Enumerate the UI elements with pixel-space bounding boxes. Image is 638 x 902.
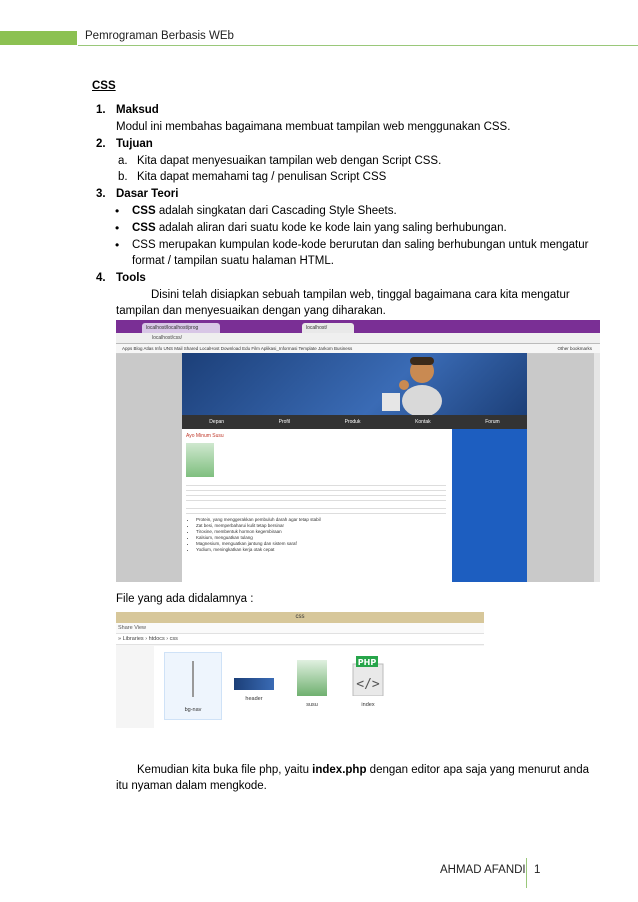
closing-paragraph	[137, 764, 589, 776]
section-2-title: Tujuan	[116, 138, 153, 150]
file-explorer-screenshot	[116, 612, 484, 728]
content-list-item: • Yodium, meningkatkan kerja otak cepat	[196, 547, 446, 553]
content-list-item: • Zat besi, memperbaharui kulit tetap bersinar	[196, 523, 446, 529]
content-list-item: • Tiroxine, membentuk hormon kegembiraan	[196, 529, 446, 535]
bullet-text: adalah singkatan dari Cascading Style Sheets.	[155, 205, 397, 217]
scrollbar	[594, 353, 600, 582]
section-4-number: 4.	[96, 272, 106, 284]
svg-text:PHP: PHP	[357, 658, 377, 667]
address-bar: localhost/css/	[116, 333, 600, 344]
bookmarks-list: Apps Blog Atlas Info UNS Mail Shared LocalHost Download Edu Film Aplikasi_Informasi Template Jarkom Business	[122, 346, 353, 351]
browser-tab-strip	[116, 320, 600, 333]
list-item: Kita dapat memahami tag / penulisan Script CSS	[137, 171, 387, 183]
section-4-text-continued: tampilan dan menyesuaikan dengan yang diharakan.	[116, 305, 386, 317]
footer-author: AHMAD AFANDI	[440, 864, 526, 876]
bullet-bold: CSS	[132, 222, 156, 234]
bullet-text: adalah aliran dari suatu kode ke kode lain yang saling berhubungan.	[155, 222, 507, 234]
file-name: header	[245, 696, 263, 702]
explorer-menu: Share View	[116, 623, 484, 633]
webpage-sidebar	[452, 429, 527, 582]
milk-image	[186, 443, 214, 477]
content-paragraph-lines	[186, 481, 446, 501]
header-rule	[78, 45, 638, 46]
section-heading: CSS	[92, 80, 116, 92]
content-list-item: • Magnesium, menguatkan jantung dan sistem saraf	[196, 541, 446, 547]
browser-screenshot	[116, 320, 600, 582]
webpage-banner	[182, 353, 527, 415]
section-3-number: 3.	[96, 188, 106, 200]
bullet-item-continued: format / tampilan suatu halaman HTML.	[132, 255, 334, 267]
header-title: Pemrograman Berbasis WEb	[85, 30, 234, 42]
webpage	[182, 353, 527, 582]
nav-item: Kontak	[415, 419, 431, 425]
explorer-file-grid	[154, 646, 484, 728]
page-number: 1	[534, 864, 541, 876]
file-item	[284, 652, 340, 718]
banner-character-illustration	[182, 353, 527, 415]
files-caption: File yang ada didalamnya :	[116, 593, 254, 605]
explorer-title: css	[116, 612, 484, 623]
nav-item: Depan	[209, 419, 225, 425]
other-bookmarks: Other bookmarks	[557, 346, 592, 351]
closing-paragraph-continued: itu nyaman dalam mengkode.	[116, 780, 267, 792]
section-2-number: 2.	[96, 138, 106, 150]
section-1-title: Maksud	[116, 104, 159, 116]
browser-tab: localhost/	[302, 323, 354, 333]
section-4-text: Disini telah disiapkan sebuah tampilan web, tinggal bagaimana cara kita mengatur	[151, 289, 570, 301]
webpage-nav	[182, 415, 527, 429]
content-list-item: • Kalsium, menguatkan tulang	[196, 535, 446, 541]
section-1-number: 1.	[96, 104, 106, 116]
file-item	[226, 652, 282, 718]
section-3-title: Dasar Teori	[116, 188, 179, 200]
paragraph-text: Kemudian kita buka file php, yaitu	[137, 764, 313, 776]
list-item: Kita dapat menyesuaikan tampilan web dengan Script CSS.	[137, 155, 442, 167]
bullet-item	[132, 220, 507, 236]
bullet-item	[132, 203, 397, 219]
file-name: index	[361, 702, 375, 708]
paragraph-text: dengan editor apa saja yang menurut anda	[366, 764, 589, 776]
section-4-title: Tools	[116, 272, 146, 284]
list-item-marker: a.	[118, 155, 128, 167]
section-1-text: Modul ini membahas bagaimana membuat tampilan web menggunakan CSS.	[116, 121, 511, 133]
paragraph-bold: index.php	[312, 764, 367, 776]
explorer-path: » Libraries › htdocs › css	[116, 633, 484, 645]
content-title: Ayo Minum Susu	[186, 433, 224, 439]
browser-tab: localhost/localhost/prog	[142, 323, 220, 333]
svg-text:</>: </>	[356, 677, 380, 692]
file-thumbnail	[297, 660, 327, 696]
file-thumbnail	[234, 678, 274, 690]
nav-item: Produk	[344, 419, 361, 425]
file-thumbnail	[192, 661, 194, 697]
content-list-item: • Protein, yang menggerakkan pembuluh darah agar tetap stabil	[196, 517, 446, 523]
footer-separator	[526, 858, 527, 888]
file-name: bg-nav	[184, 707, 202, 713]
webpage-content	[186, 433, 446, 553]
bullet-item: • CSS merupakan kumpulan kode-kode berurutan dan saling berhubungan untuk mengatur	[132, 237, 588, 253]
list-item-marker: b.	[118, 171, 128, 183]
header-accent-bar	[0, 31, 77, 45]
file-name: susu	[306, 702, 318, 708]
nav-item: Forum	[485, 419, 500, 425]
nav-item: Profil	[278, 419, 291, 425]
content-paragraph-lines	[186, 504, 446, 514]
file-item	[340, 652, 396, 718]
file-item	[164, 652, 222, 720]
php-file-icon	[352, 656, 384, 696]
content-list	[196, 517, 446, 553]
bullet-bold: CSS	[132, 205, 156, 217]
